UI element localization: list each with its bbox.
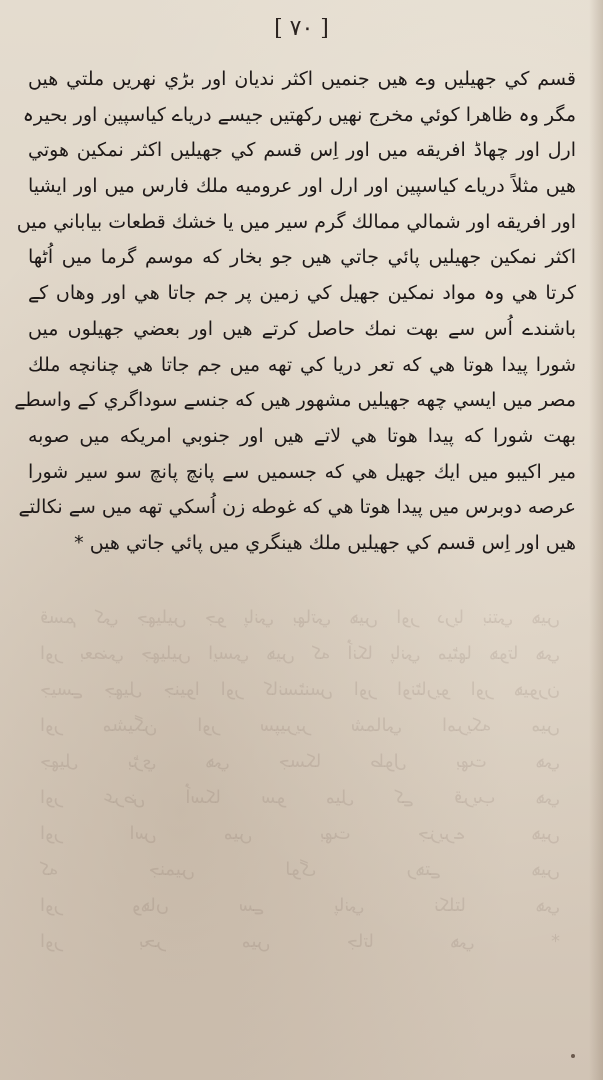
text-line: بهت شورا كه پيدا هوتا هي لاتے هيں اور جنوبي امريكه ميں صوبه <box>28 424 576 447</box>
text-line: عرصه دوبرس ميں پيدا هوتا هي كه غوطه زن اُسكي تهه ميں سے نكالتے <box>18 496 576 519</box>
bleed-line: جيسے جهيل جنيوا اور كانسٹنس اور اونٹاريو اور هيورن <box>40 679 560 700</box>
text-line: قسم كي جهيليں وے هيں جنميں اكثر نديان اور بڑي نهريں ملتي هيں <box>28 68 576 90</box>
text-line: كرتا هي وہ مواد نمكين جهيل كي زمين پر جم جاتا هي اور وهاں كے <box>28 282 576 305</box>
bleed-line: كه جنميں لوگ رهتے هيں <box>40 859 560 880</box>
text-line: مير اكيبو ميں ايك جهيل هي كه جسميں سے پانچ پانچ سو سير شورا <box>28 460 576 483</box>
text-line: ارل اور چهاڈ افريقه ميں اور اِس قسم كي جهيليں اكثر نمكين هوتي <box>28 139 576 162</box>
bleed-line: اور بحر ميں جاتا هي * <box>40 931 560 952</box>
corner-dot <box>571 1054 575 1058</box>
body-text <box>14 62 576 562</box>
text-line: باشندے اُس سے بهت نمك حاصل كرتے هيں اور بعضي جهيلوں ميں <box>28 317 576 340</box>
text-line: هيں مثلاً درياے كياسپين اور ارل اور عروميه ملك فارس ميں اور ايشيا <box>28 175 576 198</box>
bleed-line: اور عرض اُسكا سو ميل كے قريب هي <box>40 787 560 808</box>
text-line: شورا پيدا هوتا هي كه تعر دريا كي تهه ميں جم جاتا هي چنانچه ملك <box>28 353 576 376</box>
text-line: اور افريقه اور شمالي ممالك گرم سير ميں يا خشك قطعات بياباني ميں <box>16 210 576 233</box>
bleed-line: اور مشيگن اور سپيرير شمالي امريكه ميں <box>40 715 560 736</box>
page-edge-shadow <box>589 0 603 1080</box>
page-number: [ ۷۰ ] <box>274 16 329 41</box>
text-line: مصر ميں ايسي چهه جهيليں مشهور هيں كه جنسے سوداگري كے واسطے <box>14 389 576 412</box>
bleed-line: قسم كي جهيليں جو پاني بهاتي هيں اور دريا بنتي هيں <box>40 607 560 628</box>
bleed-line: اور وهاں سے پاني نكلتا هي <box>40 895 560 916</box>
bleed-line: جهيل بڑي هي جسكا طول بهت هي <box>40 751 560 772</box>
bleed-line: اور بعضي جهيليں ايسي هيں كه اُنكا پاني ميٹها هوتا هي <box>40 643 560 664</box>
text-line: مگر وہ ظاهرا كوئي مخرج نهيں ركهتيں جيسے درياے كياسپين اور بحيرہ <box>22 103 576 126</box>
bleed-line: اور اس ميں بهت جزيرے هيں <box>40 823 560 844</box>
bleed-through-text <box>40 600 560 960</box>
text-line: هيں اور اِس قسم كي جهيليں ملك هينگري ميں پائي جاتي هيں * <box>74 531 576 554</box>
text-line: اكثر نمكين جهيليں پائي جاتي هيں جو بخار كه موسم گرما ميں اُٹها <box>28 246 576 269</box>
